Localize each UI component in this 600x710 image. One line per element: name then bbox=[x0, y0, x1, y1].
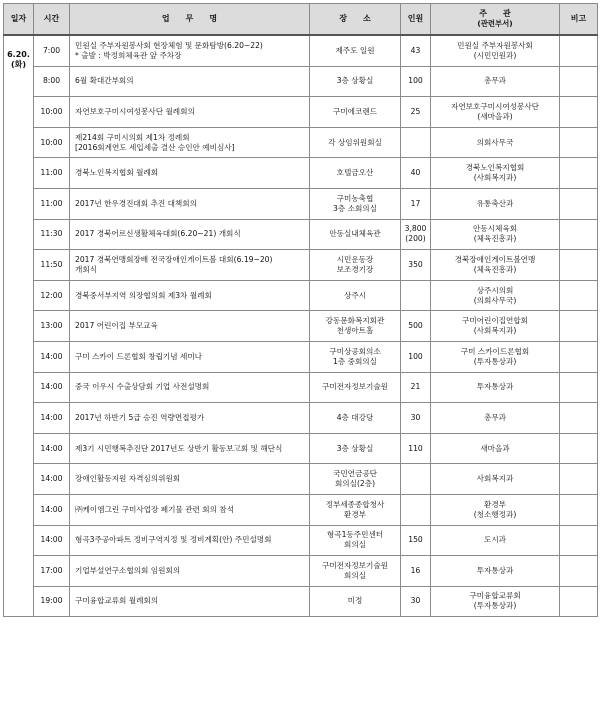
note-cell bbox=[560, 66, 598, 97]
table-row bbox=[4, 311, 598, 342]
task-cell: 민원실 주부자원봉사회 현장체험 및 문화탐방(6.20~22) * 출발 : 박정희체육관 앞 주차장 bbox=[70, 35, 310, 66]
table-row bbox=[4, 525, 598, 556]
table-row bbox=[4, 280, 598, 311]
task-cell: 기업부설연구소협의회 임원회의 bbox=[70, 556, 310, 587]
table-row bbox=[4, 556, 598, 587]
header-time: 시간 bbox=[34, 4, 70, 36]
header-organizer bbox=[431, 4, 560, 36]
time-cell: 14:00 bbox=[34, 525, 70, 556]
organizer-cell: 상주시의회 (의회사무국) bbox=[431, 280, 560, 311]
organizer-cell: 유통축산과 bbox=[431, 188, 560, 219]
attendees-cell: 43 bbox=[401, 35, 431, 66]
organizer-cell: 구미융합교류회 (투자통상과) bbox=[431, 586, 560, 617]
task-cell: 구미융합교류회 월례회의 bbox=[70, 586, 310, 617]
organizer-cell: 도시과 bbox=[431, 525, 560, 556]
attendees-cell: 150 bbox=[401, 525, 431, 556]
attendees-cell bbox=[401, 494, 431, 525]
table-row bbox=[4, 158, 598, 189]
place-cell: 각 상임위원회실 bbox=[310, 127, 401, 158]
time-cell: 19:00 bbox=[34, 586, 70, 617]
time-cell: 14:00 bbox=[34, 494, 70, 525]
organizer-cell: 총무과 bbox=[431, 403, 560, 434]
time-cell: 10:00 bbox=[34, 127, 70, 158]
attendees-cell: 30 bbox=[401, 403, 431, 434]
table-row bbox=[4, 403, 598, 434]
task-cell: 2017 어린이집 부모교육 bbox=[70, 311, 310, 342]
note-cell bbox=[560, 127, 598, 158]
attendees-cell: 16 bbox=[401, 556, 431, 587]
time-cell: 14:00 bbox=[34, 464, 70, 495]
time-cell: 12:00 bbox=[34, 280, 70, 311]
note-cell bbox=[560, 188, 598, 219]
header-attendees: 인원 bbox=[401, 4, 431, 36]
table-row bbox=[4, 250, 598, 281]
organizer-cell: 안동시체육회 (체육진흥과) bbox=[431, 219, 560, 250]
place-cell: 3층 상황실 bbox=[310, 433, 401, 464]
place-cell: 3층 상황실 bbox=[310, 66, 401, 97]
table-row bbox=[4, 372, 598, 403]
time-cell: 11:00 bbox=[34, 188, 70, 219]
attendees-cell bbox=[401, 464, 431, 495]
attendees-cell: 17 bbox=[401, 188, 431, 219]
task-cell: 2017 경북연맹회장배 전국장애인게이트볼 대회(6.19~20) 개회식 bbox=[70, 250, 310, 281]
attendees-cell: 30 bbox=[401, 586, 431, 617]
table-row bbox=[4, 341, 598, 372]
note-cell bbox=[560, 556, 598, 587]
place-cell: 구미에코랜드 bbox=[310, 97, 401, 128]
organizer-cell: 환경부 (청소행정과) bbox=[431, 494, 560, 525]
attendees-cell: 25 bbox=[401, 97, 431, 128]
table-row bbox=[4, 586, 598, 617]
place-cell: 구미농축협 3층 소회의실 bbox=[310, 188, 401, 219]
note-cell bbox=[560, 433, 598, 464]
time-cell: 11:30 bbox=[34, 219, 70, 250]
header-organizer-sub: (관련부서) bbox=[477, 19, 513, 28]
place-cell: 미정 bbox=[310, 586, 401, 617]
place-cell: 구미전자정보기술원 회의실 bbox=[310, 556, 401, 587]
note-cell bbox=[560, 341, 598, 372]
organizer-cell: 경북장애인게이트볼연맹 (체육진흥과) bbox=[431, 250, 560, 281]
place-cell: 4층 대강당 bbox=[310, 403, 401, 434]
note-cell bbox=[560, 586, 598, 617]
organizer-cell: 사회복지과 bbox=[431, 464, 560, 495]
note-cell bbox=[560, 403, 598, 434]
table-row bbox=[4, 433, 598, 464]
organizer-cell: 의회사무국 bbox=[431, 127, 560, 158]
organizer-cell: 구미 스카이드론협회 (투자통상과) bbox=[431, 341, 560, 372]
table-row bbox=[4, 188, 598, 219]
date-cell: 6.20. (화) bbox=[4, 35, 34, 617]
table-row bbox=[4, 35, 598, 66]
header-date: 일자 bbox=[4, 4, 34, 36]
table-row bbox=[4, 494, 598, 525]
time-cell: 14:00 bbox=[34, 341, 70, 372]
time-cell: 10:00 bbox=[34, 97, 70, 128]
place-cell: 정부세종종합청사 환경부 bbox=[310, 494, 401, 525]
task-cell: 자연보호구미시여성봉사단 월례회의 bbox=[70, 97, 310, 128]
note-cell bbox=[560, 97, 598, 128]
place-cell: 시민운동장 보조경기장 bbox=[310, 250, 401, 281]
header-task: 업 무 명 bbox=[70, 4, 310, 36]
organizer-cell: 새마을과 bbox=[431, 433, 560, 464]
organizer-cell: 투자통상과 bbox=[431, 556, 560, 587]
task-cell: 6월 확대간부회의 bbox=[70, 66, 310, 97]
attendees-cell: 110 bbox=[401, 433, 431, 464]
header-note: 비고 bbox=[560, 4, 598, 36]
header-row bbox=[4, 4, 598, 36]
organizer-cell: 민원실 주부자원봉사회 (시민민원과) bbox=[431, 35, 560, 66]
place-cell: 호텔금오산 bbox=[310, 158, 401, 189]
task-cell: 2017 경북어르신생활체육대회(6.20~21) 개회식 bbox=[70, 219, 310, 250]
attendees-cell: 100 bbox=[401, 341, 431, 372]
place-cell: 형곡1동주민센터 회의실 bbox=[310, 525, 401, 556]
place-cell: 강동문화복지회관 천생아트홀 bbox=[310, 311, 401, 342]
attendees-cell: 350 bbox=[401, 250, 431, 281]
note-cell bbox=[560, 219, 598, 250]
place-cell: 구미전자정보기술원 bbox=[310, 372, 401, 403]
time-cell: 11:50 bbox=[34, 250, 70, 281]
place-cell: 국민연금공단 회의실(2층) bbox=[310, 464, 401, 495]
time-cell: 7:00 bbox=[34, 35, 70, 66]
task-cell: 구미 스카이 드론협회 창립기념 세미나 bbox=[70, 341, 310, 372]
attendees-cell bbox=[401, 127, 431, 158]
organizer-cell: 자연보호구미시여성봉사단 (새마을과) bbox=[431, 97, 560, 128]
attendees-cell: 21 bbox=[401, 372, 431, 403]
table-row bbox=[4, 219, 598, 250]
task-cell: 제214회 구미시의회 제1차 정례회 [2016회계연도 세입세출 결산 승인안 예비심사] bbox=[70, 127, 310, 158]
table-row bbox=[4, 66, 598, 97]
place-cell: 제주도 일원 bbox=[310, 35, 401, 66]
table-row bbox=[4, 97, 598, 128]
organizer-cell: 구미어린이집연합회 (사회복지과) bbox=[431, 311, 560, 342]
time-cell: 14:00 bbox=[34, 372, 70, 403]
time-cell: 14:00 bbox=[34, 403, 70, 434]
note-cell bbox=[560, 158, 598, 189]
place-cell: 상주시 bbox=[310, 280, 401, 311]
note-cell bbox=[560, 280, 598, 311]
organizer-cell: 투자통상과 bbox=[431, 372, 560, 403]
place-cell: 구미상공회의소 1층 중회의실 bbox=[310, 341, 401, 372]
note-cell bbox=[560, 311, 598, 342]
note-cell bbox=[560, 525, 598, 556]
task-cell: 장애인활동지원 자격심의위원회 bbox=[70, 464, 310, 495]
table-row bbox=[4, 464, 598, 495]
schedule-table bbox=[3, 3, 598, 617]
attendees-cell: 3,800 (200) bbox=[401, 219, 431, 250]
attendees-cell bbox=[401, 280, 431, 311]
attendees-cell: 500 bbox=[401, 311, 431, 342]
task-cell: 2017년 하반기 5급 승진 역량면접평가 bbox=[70, 403, 310, 434]
task-cell: 2017년 한우경진대회 추진 대책회의 bbox=[70, 188, 310, 219]
note-cell bbox=[560, 35, 598, 66]
note-cell bbox=[560, 464, 598, 495]
attendees-cell: 100 bbox=[401, 66, 431, 97]
task-cell: 경북중서부지역 의장협의회 제3차 월례회 bbox=[70, 280, 310, 311]
time-cell: 13:00 bbox=[34, 311, 70, 342]
time-cell: 14:00 bbox=[34, 433, 70, 464]
organizer-cell: 총무과 bbox=[431, 66, 560, 97]
attendees-cell: 40 bbox=[401, 158, 431, 189]
schedule-sheet bbox=[3, 3, 597, 617]
time-cell: 11:00 bbox=[34, 158, 70, 189]
task-cell: ㈜케이엠그린 구미사업장 폐기물 관련 회의 참석 bbox=[70, 494, 310, 525]
note-cell bbox=[560, 372, 598, 403]
note-cell bbox=[560, 250, 598, 281]
organizer-cell: 경북노인복지협회 (사회복지과) bbox=[431, 158, 560, 189]
task-cell: 제3기 시민행복추진단 2017년도 상반기 활동보고회 및 해단식 bbox=[70, 433, 310, 464]
time-cell: 17:00 bbox=[34, 556, 70, 587]
header-place: 장 소 bbox=[310, 4, 401, 36]
task-cell: 경북노인복지협회 월례회 bbox=[70, 158, 310, 189]
note-cell bbox=[560, 494, 598, 525]
task-cell: 형곡3주공아파트 정비구역지정 및 정비계획(안) 주민설명회 bbox=[70, 525, 310, 556]
task-cell: 중국 이우시 수출상담회 기업 사전설명회 bbox=[70, 372, 310, 403]
table-row bbox=[4, 127, 598, 158]
header-organizer-title: 주 관 bbox=[479, 9, 511, 18]
place-cell: 안동실내체육관 bbox=[310, 219, 401, 250]
time-cell: 8:00 bbox=[34, 66, 70, 97]
